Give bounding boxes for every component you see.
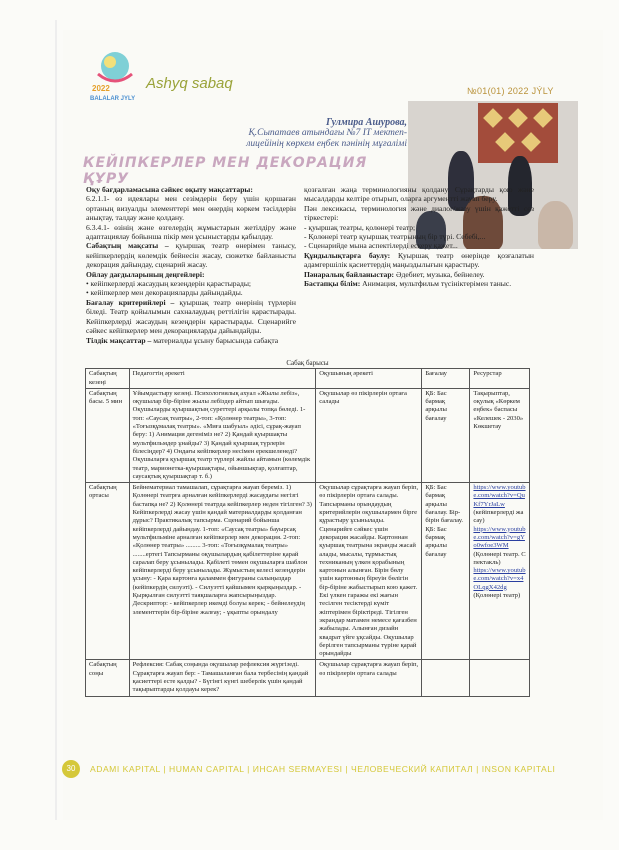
paragraph-text: 6.3.4.1- өзінің және өзгелердің жұмыстарын жетілдіру және адаптациялау бойынша пікір мен ұсыныстарды қабылдау. (86, 222, 296, 242)
table-row (86, 483, 530, 660)
paragraph (304, 251, 534, 270)
table-cell-assess (422, 660, 470, 696)
paragraph-lead: Пәнаралық байланыстар: (304, 269, 396, 279)
table-body (86, 388, 530, 696)
logo-text: BALALAR JYLY (90, 96, 136, 102)
paragraph (304, 185, 534, 204)
paragraph-text: Қуыршақ театр өнерінде қозғалатын адамгершілік қасиеттердің маңыздылығын қарастыру. (304, 250, 534, 270)
resource-link[interactable]: https://www.youtube.com/watch?v=QuKf7YrJaLw (473, 484, 526, 508)
table-cell-resources (470, 483, 530, 660)
paragraph-text: - Қолөнері театр қуыршақ театрының бір түрі. Себебі,... (304, 232, 486, 242)
table-row (86, 660, 530, 696)
series-name: Ashyq sabaq (146, 75, 233, 92)
paragraph-text: Анимация, мультфильм түсініктерімен таныс. (362, 279, 512, 289)
table-cell-student: Оқушылар өз пікірлерін ортаға салады (316, 388, 422, 482)
text-column-left (86, 185, 296, 345)
paragraph-text: 6.2.1.1- өз идеялары мен сезімдерін беру үшін қоршаған ортаның визуалды элементтері мен өнердің көркем тәсілдерін анықтау, талдау және қолдану. (86, 194, 296, 223)
table-caption: Сабақ барысы (286, 359, 329, 367)
issue-number: №01(01) 2022 JÝLY (467, 86, 554, 96)
paragraph (304, 270, 534, 279)
paragraph-lead: Құндылықтарға баулу: (304, 250, 398, 260)
resource-note: (Қолөнері театр) (473, 592, 521, 600)
table-cell-stage: Сабақтың соңы (86, 660, 130, 696)
paragraph-text: Әдебиет, музыка, бейнелеу. (395, 269, 485, 279)
paragraph (304, 232, 534, 241)
table-cell-resources (470, 660, 530, 696)
paragraph-text: қуыршақ театр өнерінің түрлерін біледі. Театр қойылымын сахналаудың реттілігін қарастырады. Кейіпкерлерді жасаудың кезеңдерін қарастырады. Сценарийге сәйкес кейіпкерлер мен декорацияларды дайындайды. (86, 297, 296, 336)
table-cell-assess: ҚБ: Бас бармақ арқылы бағалау. Бір-бірін бағалау. ҚБ: Бас бармақ арқылы бағалау (422, 483, 470, 660)
paragraph-text: - Сценарийде мына аспектілерді ескеру қажет... (304, 241, 458, 251)
lesson-plan-table (85, 358, 530, 697)
patterned-board (478, 103, 558, 163)
table-header-cell: Сабақтың кезеңі (86, 369, 130, 389)
paragraph (86, 241, 296, 269)
author-name: Гулмира Ашурова, (325, 117, 407, 128)
resource-note: (Қолөнері театр. Спектакль) (473, 550, 526, 566)
table-cell-teacher: Бейнематериал тамашалап, сұрақтарға жауап береміз. 1) Қолөнері театрға арналған кейіпкерлерді жасаудағы негізгі бастапқа не? 2) Қолөнері театрда кейіпкерлер неден тігілген? 3) Кейіпкерлерді жасау үшін қандай материалдарды қолданған дұрыс? Практикалық тапсырма. Сценарий бойынша кейіпкерлерді дайындау. 1-топ: «Саусақ театры» бауырсақ мультфильміне арналған кейіпкерлер мен декорация. 2-топ: «Қолөнер театры» ......... 3-топ: «Тоғызқұмалақ театры» ........ертегі Тапсырманы оқушылардың қабілеттеріне қарай саралап беру ұсынылады. Қабілеті төмен оқушыларға шаблон кейіпкерлерді беру ұсынылады. Жұмыстың келесі кезеңдерін ұсыну: - Қара картонға қаламмен фигураны салыңыздар (кейіпкердің силуэті). - Силуэтті қайшымен қырқыңыздар. - Қырқылған силуэтті таяқшаларға жапсырыңыздар. Дескриптор: - кейіпкерлер икемді болуы керек; - бейнелеудің элементтерін бір-біріне жалғау; - ұқыпты орындалу (129, 483, 316, 660)
paragraph (304, 204, 534, 223)
table-cell-teacher: Ұйымдастыру кезеңі. Психологиялық ахуал «Жылы лебіз», оқушылар бір-біріне жылы лебіздер айтып шығады. Оқушыларды қуыршақтың суреттері арқылы топқа бөледі. 1-топ: «Саусақ театры», 2-топ: «Қолөнер театры», 3-топ: «Тоғызқұмалақ театры». «Миға шабуыл» әдісі, сұрақ-жауап беру: 1) Анимация дегеніміз не? 2) Қандай қуыршақты мультфильмдер ұнайды? 3) Қандай қуыршақ түрлерін білесіңдер? 4) Ондағы кейіпкерлер несімен ерекшеленеді? Оқушыларға қуыршақ театр түрлері жайлы айтамын (көлемдік театр, марионетка-қуыршақтары, ойыншықтар, қолғаптар, саусақтық қуыршақтар т. б.) (129, 388, 316, 482)
balalar-jyly-logo (86, 44, 144, 102)
paragraph-text: • кейіпкерлерді жасаудың кезеңдерін қарастырады; (86, 279, 252, 289)
paragraph-text: - қуыршақ театры, қолөнері театр; (304, 222, 416, 232)
paragraph (86, 288, 296, 297)
table-header-cell: Ресурстар (470, 369, 530, 389)
paragraph (86, 223, 296, 242)
table-header-cell: Оқушының әрекеті (316, 369, 422, 389)
table-cell-student: Оқушылар сұрақтарға жауап беріп, өз пікірлерін ортаға салады (316, 660, 422, 696)
paragraph (86, 336, 296, 345)
table-header-cell: Педагогтің әрекеті (129, 369, 316, 389)
table-cell-stage: Сабақтың ортасы (86, 483, 130, 660)
paragraph (86, 270, 296, 279)
paragraph (304, 223, 534, 232)
table-cell-resources: Тақырыптар, оқулық «Көркем еңбек» баспасы «Келешек - 2030» Көкшетау (470, 388, 530, 482)
resource-note: (кейіпкерлерді жасау) (473, 509, 524, 525)
paragraph-text: қозғалған жаңа терминологияны қолдану. Сұрақтарды қою және мысалдарды келтіре отырып, оларға аргументті жауап беру. (304, 185, 534, 204)
paragraph-lead: Оқу бағдарламасына сәйкес оқыту мақсаттары: (86, 185, 253, 194)
text-column-right (304, 185, 534, 288)
table-cell-stage: Сабақтың басы. 5 мин (86, 388, 130, 482)
table-row (86, 388, 530, 482)
paragraph-text: Пән лексикасы, терминология және диалог/жазу үшін қажетті сөз тіркестері: (304, 203, 534, 223)
table-cell-teacher: Рефлексия: Сабақ соңында оқушылар рефлексия жүргізеді. Сұрақтарға жауап бер: - Тамашаланған бала тербесінің қандай қасиеттері есте қалды? - Бүгінгі күнгі шеберлік үшін қандай тақырыптарды қолдауы керек? (129, 660, 316, 696)
paragraph-lead: Сабақтың мақсаты – (86, 241, 176, 251)
paragraph-lead: Тілдік мақсаттар – (86, 335, 154, 345)
resource-link[interactable]: https://www.youtube.com/watch?v=x4OLqgX42dg (473, 567, 526, 591)
paragraph-text: материалды ұсыну барысында сабақта (153, 335, 279, 345)
paragraph-text: қуыршақ театр өнерімен танысу, кейіпкерлердің көлемдік бейнесін жасау, сюжетке байланысты декорация дайындау, сценарий жасау. (86, 241, 297, 270)
paragraph (86, 194, 296, 222)
table-cell-assess: ҚБ: Бас бармақ арқылы бағалау (422, 388, 470, 482)
article-title: КЕЙІПКЕРЛЕР МЕН ДЕКОРАЦИЯ ҚҰРУ (83, 155, 368, 187)
footer-slogan: ADAMI KAPITAL | HUMAN CAPITAL | ИНСАН SERMAYESI | ЧЕЛОВЕЧЕСКИЙ КАПИТАЛ | INSON KAPITALI (90, 764, 556, 774)
paragraph (304, 241, 534, 250)
author-role: Қ.Сыпатаев атындағы №7 IT мектеп-лицейінің көркем еңбек пәнінің мұғалімі (246, 128, 407, 149)
paragraph-lead: Бағалау критерийлері – (86, 297, 180, 307)
page-number-badge: 30 (62, 760, 80, 778)
author-block (222, 117, 407, 150)
resource-link[interactable]: https://www.youtube.com/watch?v=gYo0wfoe3WM (473, 525, 526, 550)
paragraph (304, 279, 534, 288)
paragraph (86, 279, 296, 288)
paragraph (86, 185, 296, 194)
table-header-cell: Бағалау (422, 369, 470, 389)
paragraph-lead: Бастапқы білім: (304, 279, 363, 289)
table-cell-student: Оқушылар сұрақтарға жауап беріп, өз пікірлерін ортаға салады. Тапсырманы орындаудың критерийлерін оқушылармен бірге құрастыру ұсынылады. Сценарийге сәйкес үшін декорация жасайды. Картоннан қуыршақ театрына экранды жасай алады, мысалы, тұрмыстық техниканың үлкен қорабының картонын алынған. Бірін бөлу үшін картонның біреуін бөлігін бір-біріне жабыстырып кою қажет. Екі үлкен гаражы екі жағын тесілген тесіктерді күміт жіптерімен біріктіреді. Тігілген экрандар матамен немесе қағазбен жабылады. Алынған дизайн квадрат үйге ұқсайды. Оқушылар берілген тапсырманы түріне қарай орындайды (316, 483, 422, 660)
paragraph-text: • кейіпкерлер мен декорацияларды дайындайды. (86, 288, 243, 298)
logo-year: 2022 (92, 84, 110, 93)
paragraph (86, 298, 296, 336)
paragraph-lead: Ойлау дағдыларының деңгейлері: (86, 269, 205, 279)
table-header-row (86, 369, 530, 389)
page-edge (55, 20, 57, 820)
